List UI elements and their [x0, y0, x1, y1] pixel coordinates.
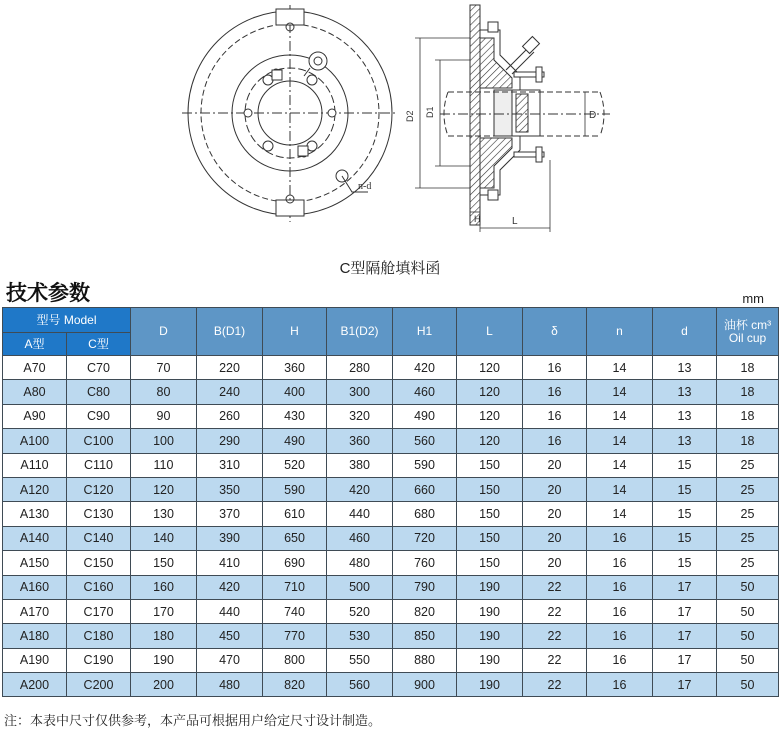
cell-d: 80 — [131, 380, 197, 404]
cell-model-c: C200 — [67, 673, 131, 697]
cell-delta: 22 — [523, 575, 587, 599]
cell-h: 400 — [263, 380, 327, 404]
cell-h: 710 — [263, 575, 327, 599]
model-header: 型号 Model — [3, 308, 131, 333]
cell-model-a: A110 — [3, 453, 67, 477]
unit-label: mm — [742, 291, 764, 306]
table-row — [3, 380, 779, 404]
cell-n: 16 — [587, 575, 653, 599]
col-header-b1-d2: B1(D2) — [327, 308, 393, 356]
cell-n: 14 — [587, 453, 653, 477]
cell-d: 90 — [131, 404, 197, 428]
cell-l: 190 — [457, 575, 523, 599]
cell-oil-cup: 18 — [717, 380, 779, 404]
cell-delta: 16 — [523, 404, 587, 428]
cell-oil-cup: 50 — [717, 575, 779, 599]
cell-h: 650 — [263, 526, 327, 550]
cell-d-small: 15 — [653, 551, 717, 575]
cell-b1-d2: 420 — [327, 477, 393, 501]
cell-d: 130 — [131, 502, 197, 526]
col-header-l: L — [457, 308, 523, 356]
cell-oil-cup: 50 — [717, 673, 779, 697]
cell-b-d1: 480 — [197, 673, 263, 697]
spec-table — [2, 307, 779, 697]
cell-l: 120 — [457, 404, 523, 428]
cell-model-a: A150 — [3, 551, 67, 575]
dim-l-label: L — [512, 216, 518, 227]
table-row — [3, 648, 779, 672]
cell-b-d1: 440 — [197, 599, 263, 623]
table-row — [3, 551, 779, 575]
model-a-header: A型 — [3, 333, 67, 356]
cell-h: 610 — [263, 502, 327, 526]
cell-h1: 760 — [393, 551, 457, 575]
col-header-d: D — [131, 308, 197, 356]
table-row — [3, 477, 779, 501]
cell-n: 14 — [587, 356, 653, 380]
cell-model-c: C170 — [67, 599, 131, 623]
oil-cup-header-line2: Oil cup — [728, 330, 767, 345]
cell-n: 16 — [587, 599, 653, 623]
cell-model-a: A130 — [3, 502, 67, 526]
cell-h1: 850 — [393, 624, 457, 648]
cell-d: 100 — [131, 429, 197, 453]
cell-d-small: 15 — [653, 477, 717, 501]
cell-delta: 20 — [523, 502, 587, 526]
cell-b1-d2: 550 — [327, 648, 393, 672]
cell-model-a: A190 — [3, 648, 67, 672]
cell-model-c: C160 — [67, 575, 131, 599]
table-row — [3, 624, 779, 648]
cell-oil-cup: 18 — [717, 356, 779, 380]
cell-n: 14 — [587, 380, 653, 404]
cell-d-small: 17 — [653, 599, 717, 623]
cell-n: 14 — [587, 502, 653, 526]
cell-l: 190 — [457, 599, 523, 623]
cell-model-c: C100 — [67, 429, 131, 453]
col-header-b-d1: B(D1) — [197, 308, 263, 356]
cell-model-c: C190 — [67, 648, 131, 672]
cell-d-small: 13 — [653, 429, 717, 453]
cell-d: 70 — [131, 356, 197, 380]
oil-cup — [309, 52, 327, 70]
cell-d: 200 — [131, 673, 197, 697]
cell-delta: 16 — [523, 356, 587, 380]
cell-h: 490 — [263, 429, 327, 453]
cell-h: 820 — [263, 673, 327, 697]
cell-model-c: C180 — [67, 624, 131, 648]
cell-delta: 16 — [523, 429, 587, 453]
dim-h-label: H — [474, 214, 481, 224]
cell-b-d1: 450 — [197, 624, 263, 648]
cell-delta: 20 — [523, 477, 587, 501]
col-header-h: H — [263, 308, 327, 356]
col-header-n: n — [587, 308, 653, 356]
cell-d: 110 — [131, 453, 197, 477]
cell-n: 16 — [587, 551, 653, 575]
cell-oil-cup: 18 — [717, 404, 779, 428]
cell-h1: 790 — [393, 575, 457, 599]
drawing-caption: C型隔舱填料函 — [339, 260, 441, 277]
cell-n: 16 — [587, 526, 653, 550]
table-row — [3, 502, 779, 526]
cell-delta: 16 — [523, 380, 587, 404]
cell-h: 590 — [263, 477, 327, 501]
cell-b1-d2: 440 — [327, 502, 393, 526]
cell-oil-cup: 50 — [717, 599, 779, 623]
cell-oil-cup: 18 — [717, 429, 779, 453]
cell-d-small: 17 — [653, 673, 717, 697]
cell-model-c: C90 — [67, 404, 131, 428]
cell-model-c: C140 — [67, 526, 131, 550]
cell-n: 14 — [587, 404, 653, 428]
cell-b-d1: 220 — [197, 356, 263, 380]
cell-l: 150 — [457, 526, 523, 550]
cell-d: 190 — [131, 648, 197, 672]
cell-oil-cup: 25 — [717, 551, 779, 575]
cell-b-d1: 410 — [197, 551, 263, 575]
cell-b-d1: 290 — [197, 429, 263, 453]
oil-cup-header-line1: 油杯 cm³ — [723, 317, 772, 332]
cell-b-d1: 260 — [197, 404, 263, 428]
cell-model-a: A100 — [3, 429, 67, 453]
cell-b1-d2: 380 — [327, 453, 393, 477]
cell-d: 160 — [131, 575, 197, 599]
technical-drawing — [0, 0, 780, 255]
dim-d-label: D — [589, 110, 597, 121]
col-header-delta: δ — [523, 308, 587, 356]
cell-b-d1: 310 — [197, 453, 263, 477]
cell-oil-cup: 25 — [717, 502, 779, 526]
cell-b-d1: 370 — [197, 502, 263, 526]
table-row — [3, 453, 779, 477]
col-header-d-small: d — [653, 308, 717, 356]
cell-h1: 720 — [393, 526, 457, 550]
cell-model-a: A160 — [3, 575, 67, 599]
cell-l: 190 — [457, 673, 523, 697]
cell-h: 690 — [263, 551, 327, 575]
cell-h1: 820 — [393, 599, 457, 623]
table-row — [3, 673, 779, 697]
cell-oil-cup: 50 — [717, 624, 779, 648]
cell-l: 190 — [457, 648, 523, 672]
cell-n: 16 — [587, 624, 653, 648]
table-row — [3, 404, 779, 428]
table-header — [3, 308, 779, 356]
cell-l: 190 — [457, 624, 523, 648]
cell-model-c: C150 — [67, 551, 131, 575]
cell-b1-d2: 460 — [327, 526, 393, 550]
cell-model-a: A90 — [3, 404, 67, 428]
cell-delta: 22 — [523, 673, 587, 697]
cell-h: 520 — [263, 453, 327, 477]
cell-delta: 20 — [523, 453, 587, 477]
table-row — [3, 575, 779, 599]
table-row — [3, 429, 779, 453]
cell-model-a: A80 — [3, 380, 67, 404]
cell-h1: 420 — [393, 356, 457, 380]
cell-model-a: A180 — [3, 624, 67, 648]
cell-n: 14 — [587, 477, 653, 501]
cell-h1: 490 — [393, 404, 457, 428]
cell-model-c: C70 — [67, 356, 131, 380]
cell-delta: 20 — [523, 551, 587, 575]
cell-model-c: C110 — [67, 453, 131, 477]
cell-l: 120 — [457, 356, 523, 380]
cell-delta: 22 — [523, 599, 587, 623]
cell-delta: 22 — [523, 648, 587, 672]
cell-oil-cup: 50 — [717, 648, 779, 672]
cell-d-small: 13 — [653, 380, 717, 404]
cell-h1: 880 — [393, 648, 457, 672]
cell-h1: 560 — [393, 429, 457, 453]
cell-b1-d2: 530 — [327, 624, 393, 648]
cell-l: 120 — [457, 429, 523, 453]
col-header-h1: H1 — [393, 308, 457, 356]
cell-d-small: 15 — [653, 502, 717, 526]
cell-d-small: 13 — [653, 356, 717, 380]
cell-model-a: A120 — [3, 477, 67, 501]
cell-b1-d2: 520 — [327, 599, 393, 623]
cell-h: 740 — [263, 599, 327, 623]
cell-delta: 20 — [523, 526, 587, 550]
cell-d: 150 — [131, 551, 197, 575]
cell-n: 14 — [587, 429, 653, 453]
cell-oil-cup: 25 — [717, 477, 779, 501]
cell-h1: 660 — [393, 477, 457, 501]
cell-b-d1: 470 — [197, 648, 263, 672]
cell-model-c: C120 — [67, 477, 131, 501]
cell-delta: 22 — [523, 624, 587, 648]
col-header-oil-cup — [717, 308, 779, 356]
table-row — [3, 526, 779, 550]
cell-n: 16 — [587, 673, 653, 697]
cell-d-small: 13 — [653, 404, 717, 428]
cell-l: 150 — [457, 477, 523, 501]
table-row — [3, 599, 779, 623]
cell-model-a: A170 — [3, 599, 67, 623]
cell-model-a: A140 — [3, 526, 67, 550]
dim-d1-label: D1 — [425, 106, 435, 118]
cell-d-small: 17 — [653, 648, 717, 672]
cell-h: 770 — [263, 624, 327, 648]
table-body — [3, 356, 779, 697]
cell-model-a: A200 — [3, 673, 67, 697]
cell-b1-d2: 360 — [327, 429, 393, 453]
footnote: 注：本表中尺寸仅供参考，本产品可根据用户给定尺寸设计制造。 — [4, 713, 382, 728]
cell-h: 430 — [263, 404, 327, 428]
cell-h: 360 — [263, 356, 327, 380]
cell-d-small: 17 — [653, 624, 717, 648]
cell-b1-d2: 320 — [327, 404, 393, 428]
cell-n: 16 — [587, 648, 653, 672]
cell-b1-d2: 500 — [327, 575, 393, 599]
cell-model-c: C80 — [67, 380, 131, 404]
cell-d: 140 — [131, 526, 197, 550]
cell-d-small: 15 — [653, 526, 717, 550]
cell-b-d1: 350 — [197, 477, 263, 501]
cell-l: 150 — [457, 551, 523, 575]
cell-h1: 460 — [393, 380, 457, 404]
cell-model-c: C130 — [67, 502, 131, 526]
cell-l: 120 — [457, 380, 523, 404]
model-c-header: C型 — [67, 333, 131, 356]
cell-d: 170 — [131, 599, 197, 623]
dim-d2-label: D2 — [405, 110, 415, 122]
cell-l: 150 — [457, 502, 523, 526]
cell-l: 150 — [457, 453, 523, 477]
side-view — [415, 5, 610, 232]
table-row — [3, 356, 779, 380]
cell-h1: 590 — [393, 453, 457, 477]
cell-b-d1: 240 — [197, 380, 263, 404]
cell-b1-d2: 280 — [327, 356, 393, 380]
cell-h1: 680 — [393, 502, 457, 526]
section-title: 技术参数 — [6, 281, 90, 305]
cell-h: 800 — [263, 648, 327, 672]
cell-oil-cup: 25 — [717, 526, 779, 550]
cell-b1-d2: 300 — [327, 380, 393, 404]
cell-model-a: A70 — [3, 356, 67, 380]
cell-d-small: 15 — [653, 453, 717, 477]
cell-b-d1: 390 — [197, 526, 263, 550]
cell-d-small: 17 — [653, 575, 717, 599]
cell-h1: 900 — [393, 673, 457, 697]
hole-label: n-d — [358, 181, 372, 192]
cell-d: 180 — [131, 624, 197, 648]
cell-d: 120 — [131, 477, 197, 501]
cell-b-d1: 420 — [197, 575, 263, 599]
cell-oil-cup: 25 — [717, 453, 779, 477]
cell-b1-d2: 560 — [327, 673, 393, 697]
cell-b1-d2: 480 — [327, 551, 393, 575]
